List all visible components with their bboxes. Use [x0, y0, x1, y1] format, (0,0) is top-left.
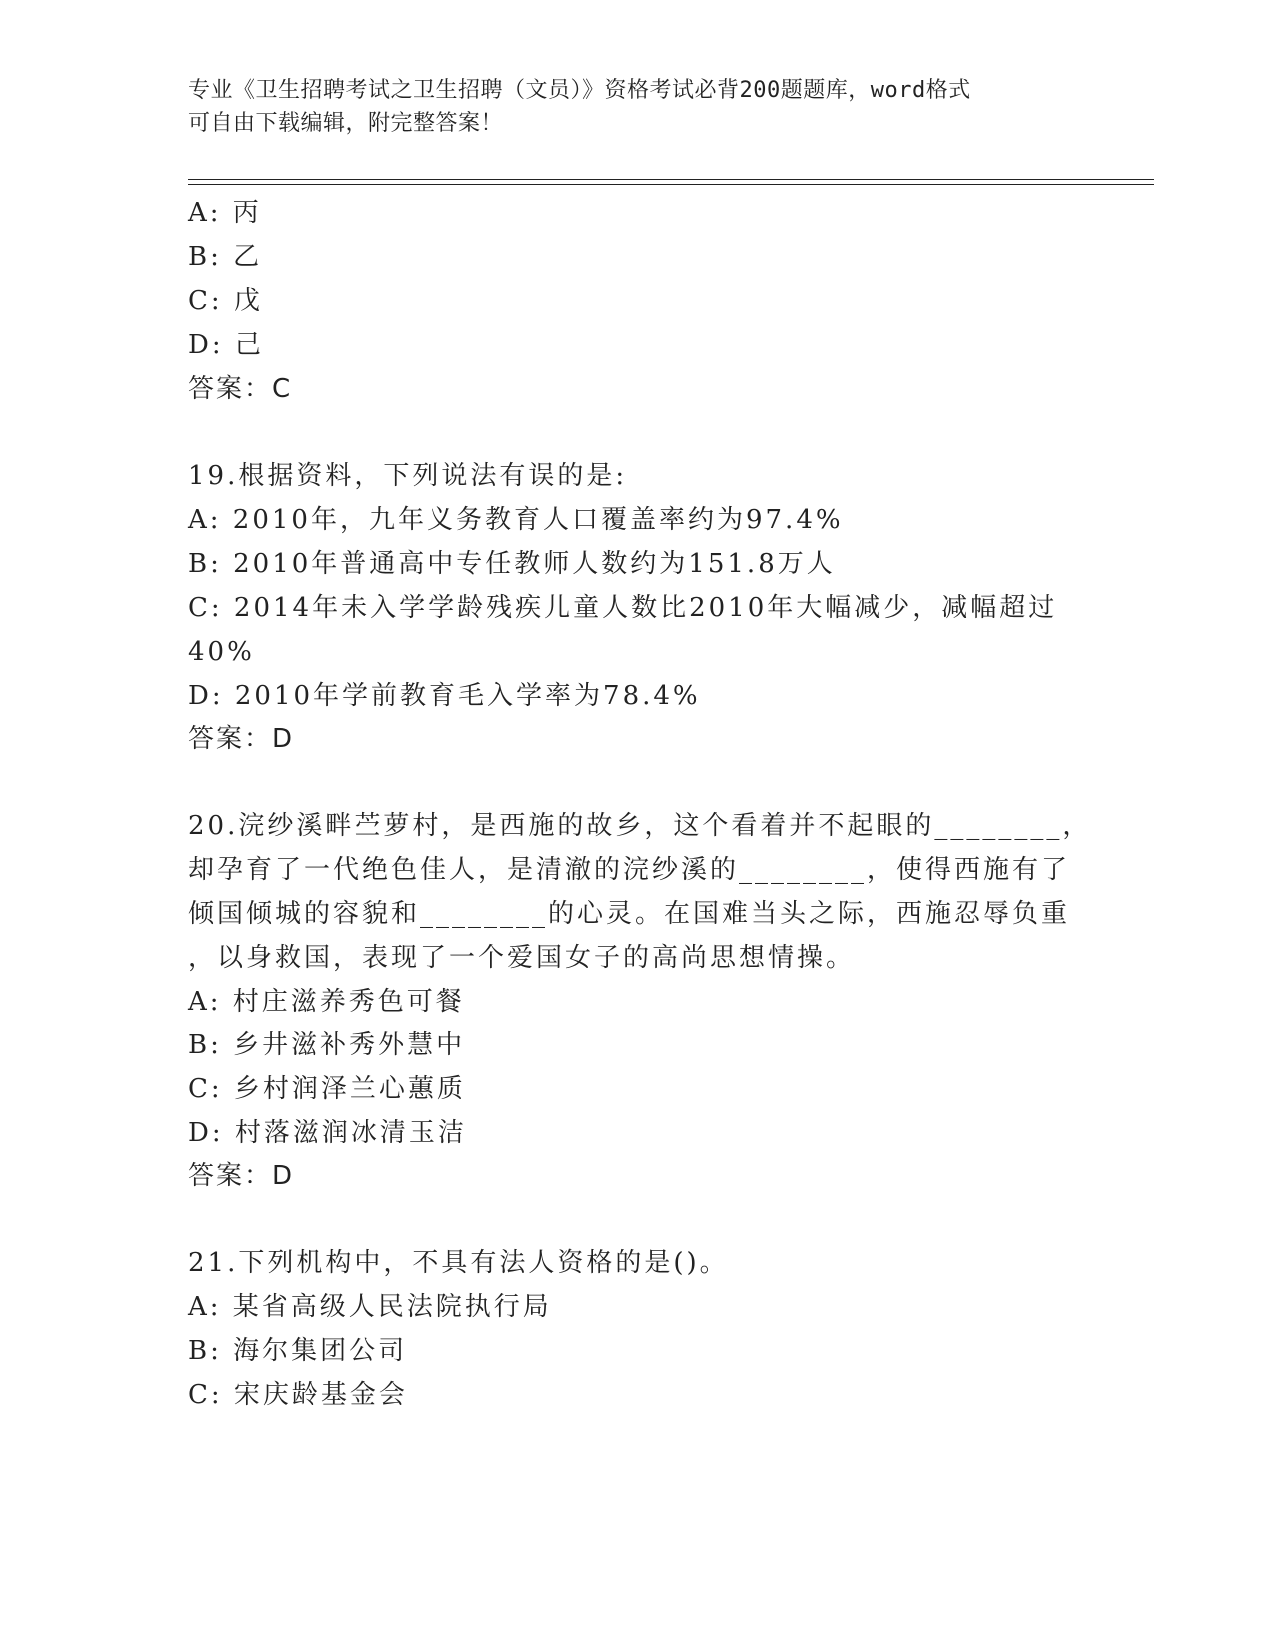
q18-answer: 答案：C [188, 374, 293, 404]
q21-option-a: A: 某省高级人民法院执行局 [188, 1292, 552, 1322]
q20-option-d: D: 村落滋润冰清玉洁 [188, 1118, 467, 1148]
q19-option-c: C: 2014年未入学学龄残疾儿童人数比2010年大幅减少，减幅超过 [188, 593, 1058, 623]
q20-question-line-2: 却孕育了一代绝色佳人，是清澈的浣纱溪的________，使得西施有了 [188, 855, 1071, 885]
q19-question: 19.根据资料，下列说法有误的是: [188, 461, 628, 491]
header-line-2: 可自由下载编辑，附完整答案！ [188, 111, 504, 136]
header-line-1: 专业《卫生招聘考试之卫生招聘（文员）》资格考试必背200题题库，word格式 [188, 78, 971, 103]
q19-option-d: D: 2010年学前教育毛入学率为78.4% [188, 681, 701, 711]
q19-answer: 答案：D [188, 724, 295, 754]
q20-question-line-3: 倾国倾城的容貌和________的心灵。在国难当头之际，西施忍辱负重 [188, 899, 1071, 929]
q21-option-b: B: 海尔集团公司 [188, 1336, 408, 1366]
q18-option-a: A: 丙 [188, 198, 262, 228]
q19-option-b: B: 2010年普通高中专任教师人数约为151.8万人 [188, 549, 836, 579]
q20-question-line-4: ，以身救国，表现了一个爱国女子的高尚思想情操。 [188, 943, 856, 973]
q21-option-c: C: 宋庆龄基金会 [188, 1380, 408, 1410]
q21-question: 21.下列机构中，不具有法人资格的是()。 [188, 1248, 729, 1278]
q20-option-c: C: 乡村润泽兰心蕙质 [188, 1074, 466, 1104]
q20-answer: 答案：D [188, 1161, 295, 1191]
header-divider-top [188, 179, 1154, 180]
q19-option-a: A: 2010年，九年义务教育人口覆盖率约为97.4% [188, 505, 844, 535]
q18-option-c: C: 戊 [188, 286, 263, 316]
q20-option-b: B: 乡井滋补秀外慧中 [188, 1030, 466, 1060]
q20-option-a: A: 村庄滋养秀色可餐 [188, 987, 465, 1017]
q19-option-c-continued: 40% [188, 637, 255, 667]
q20-question-line-1: 20.浣纱溪畔苎萝村，是西施的故乡，这个看着并不起眼的________， [188, 811, 1092, 841]
document-header [188, 74, 1088, 140]
header-divider-bottom [188, 184, 1154, 185]
q18-option-d: D: 己 [188, 330, 264, 360]
q18-option-b: B: 乙 [188, 242, 263, 272]
